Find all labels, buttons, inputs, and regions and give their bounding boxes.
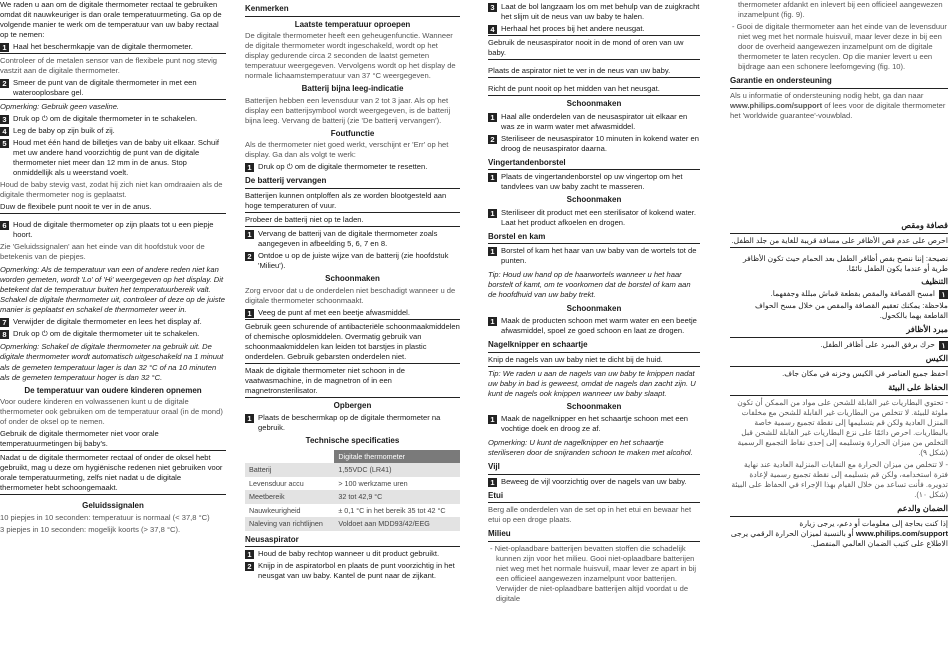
step-7: 7 Verwijder de digitale thermometer en lees het display af. [0, 317, 226, 327]
note-auto-off: Opmerking: Schakel de digitale thermometer na gebruik uit. De digitale thermometer wordt automatisch uitgeschakeld na 1 minuut als de gemeten temperatuur lager is dan 32 °C of na 10 minuten als de gemeten temperatuur hoger is dan 32 °C. [0, 342, 224, 382]
ar-nail-clipper-heading: قصافة ومقص [730, 221, 948, 234]
warning-oral-baby: Gebruik de digitale thermometer niet voor orale temperatuurmetingen bij baby's. [0, 429, 226, 451]
warning-battery-charge: Probeer de batterij niet op te laden. [245, 215, 460, 227]
ar-environment-battery: - تحتوي البطاريات غير القابلة للشحن على مواد من الممكن أن تكون ملوثة للبيئة. لا تتخلص من البطاريات غير القابلة للشحن مع مخلفات المنزل العادية ولكن قم بتسليمها إلى نقطة تجميع رسمية خاصة بالبطاريات. احرص دائمًا على نزع البطاريات غير القابلة للشحن قبل التخلص من ميزان الحرارة وتسليمه إلى إحدى نقاط التجميع الرسمية (شكل ٩). [737, 397, 948, 457]
beep-signals-heading: Geluidssignalen [82, 501, 144, 511]
nail-clipper-heading: Nagelknipper en schaartje [488, 340, 700, 353]
step-4: 4 Leg de baby op zijn buik of zij. [0, 126, 226, 136]
brush-cleaning-heading: Schoonmaken [566, 303, 622, 313]
environment-heading: Milieu [488, 529, 700, 542]
ar-file-heading: مبرد الأظافر [730, 325, 948, 338]
aspirator-step-2: 2 Knijp in de aspiratorbol en plaats de punt voorzichtig in het neusgat van uw baby. Kantel de punt naar de zijkant. [245, 561, 460, 581]
brush-tip: Tip: Houd uw hand op de haarwortels wanneer u het haar borstelt of kamt, om te voorkomen dat de borstel of kam aan de hoofdhuid van uw baby trekt. [488, 270, 691, 300]
column-2 [245, 0, 460, 670]
cleaning-text: Zorg ervoor dat u de onderdelen niet beschadigt wanneer u de digitale thermometer schoonmaakt. [245, 285, 456, 305]
nail-note: Opmerking: U kunt de nagelknipper en het schaartje steriliseren door de snijranden schoon te maken met alcohol. [488, 438, 693, 458]
specifications-heading: Technische specificaties [305, 436, 400, 446]
older-children-heading: De temperatuur van oudere kinderen opnemen [24, 385, 202, 395]
step-1: 1 Haal het beschermkapje van de digitale thermometer. [0, 42, 226, 54]
file-step-1: 1 Beweeg de vijl voorzichtig over de nagels van uw baby. [488, 477, 700, 487]
spec-row: Meetbereik 32 tot 42,9 °C [245, 490, 460, 504]
beep-signal-fever: 3 piepjes in 10 seconden: mogelijk koorts (> 37,8 °C). [0, 524, 181, 534]
warning-hygiene: Nadat u de digitale thermometer rectaal of onder de oksel hebt gebruikt, mag u deze om hygiënische redenen niet gebruiken voor orale temperatuurmeting, zelfs niet nadat u de digitale thermometer hebt schoongemaakt. [0, 453, 226, 495]
arabic-section [730, 221, 948, 549]
toothbrush-step-1: 1 Plaats de vingertandenborstel op uw vingertop om het tandvlees van uw baby zacht te masseren. [488, 172, 700, 192]
brush-clean-step-1: 1 Maak de producten schoon met warm water en een beetje afwasmiddel, spoel ze goed schoon en laat ze drogen. [488, 316, 700, 336]
warning-cleaning-agents: Gebruik geen schurende of antibacteriële schoonmaakmiddelen of chemische oplosmiddelen. Overmatig gebruik van schoonmaakmiddelen kan leiden tot barstjes in plastic onderdelen. Gebruik gebarsten onderdelen niet. [245, 322, 460, 364]
aspirator-step-4: 4 Herhaal het proces bij het andere neusgat. [488, 24, 700, 36]
replace-step-2: 2 Ontdoe u op de juiste wijze van de batterij (zie hoofdstuk 'Milieu'). [245, 251, 460, 271]
aspirator-clean-step-1: 1 Haal alle onderdelen van de neusaspirator uit elkaar en was ze in warm water met afwasmiddel. [488, 112, 700, 132]
file-heading: Vijl [488, 462, 700, 475]
toothbrush-clean-step-1: 1 Steriliseer dit product met een sterilisator of kokend water. Laat het product afkoelen en drogen. [488, 208, 700, 228]
beep-signal-normal: 10 piepjes in 10 seconden: temperatuur is normaal (< 37,8 °C) [0, 512, 210, 522]
aspirator-step-3: 3 Laat de bol langzaam los om met behulp van de zuigkracht het slijm uit de neus van uw baby te halen. [488, 2, 700, 22]
ar-file-step-1: ١ حرك برفق المبرد على أظافر الطفل. [730, 340, 948, 350]
finger-toothbrush-heading: Vingertandenborstel [488, 158, 700, 171]
thermometer-cleaning-heading: Schoonmaken [325, 274, 380, 284]
battery-low-text: Batterijen hebben een levensduur van 2 tot 3 jaar. Als op het display een batterijsymbool wordt weergegeven, is de batterij bijna leeg. Vervang de batterij (zie 'De batterij vervangen'). [245, 95, 451, 125]
warning-center: Richt de punt nooit op het midden van het neusgat. [488, 84, 700, 96]
guarantee-heading: Garantie en ondersteuning [730, 76, 948, 89]
warning-dishwasher: Maak de digitale thermometer niet schoon in de vaatwasmachine, in de magnetron of in een magnetronsterilisator. [245, 366, 460, 398]
ar-cleaning-heading: التنظيف [921, 276, 948, 286]
step-3: 3 Druk op ⏻ om de digitale thermometer in te schakelen. [0, 114, 226, 124]
warning-too-deep: Plaats de aspirator niet te ver in de neus van uw baby. [488, 66, 700, 78]
guarantee-text: Als u informatie of ondersteuning nodig hebt, ga dan naar www.philips.com/support of lees voor de digitale thermometer het 'worldwide guarantee'-vouwblad. [730, 90, 946, 120]
ar-environment-heading: الحفاظ على البيئة [730, 383, 948, 396]
aspirator-step-1: 1 Houd de baby rechtop wanneer u dit product gebruikt. [245, 549, 460, 559]
step-5: 5 Houd met één hand de billetjes van de baby uit elkaar. Schuif met uw andere hand voorzichtig de punt van de digitale thermometer niet meer dan 12 mm in de anus. Stop onmiddellijk als u weerstand voelt. [0, 138, 226, 178]
pouch-text: Berg alle onderdelen van de set op in het etui en bewaar het etui op een droge plaats. [488, 505, 692, 525]
last-temperature-heading: Laatste temperatuur oproepen [294, 19, 411, 29]
warning-battery-fire: Batterijen kunnen ontploffen als ze worden blootgesteld aan hoge temperaturen of vuur. [245, 191, 460, 213]
note-lo-hi: Opmerking: Als de temperatuur van een of andere reden niet kan worden gemeten, wordt 'Lo' of 'Hi' weergegeven op het display. Dit betekent dat de temperatuur buiten het temperatuurbereik valt. Schakel de digitale thermometer uit, controleer of deze op de juiste manier is geplaatst en schakel de thermometer weer in. [0, 265, 225, 315]
ar-guarantee-heading: الضمان والدعم [730, 504, 948, 517]
storage-heading: Opbergen [333, 400, 372, 410]
spec-row: Levensduur accu > 100 werkzame uren [249, 478, 408, 488]
aspirator-clean-step-2: 2 Steriliseer de neusaspirator 10 minuten in kokend water en droog de neusaspirator daarna. [488, 134, 700, 154]
hold-baby-text: Houd de baby stevig vast, zodat hij zich niet kan omdraaien als de digitale thermometer nog is geplaatst. [0, 180, 223, 200]
cleaning-step-1: 1 Veeg de punt af met een beetje afwasmiddel. [245, 308, 460, 320]
specifications-table [245, 450, 460, 531]
ar-environment-disposal: - لا تتخلص من ميزان الحرارة مع النفايات المنزلية العادية عند نهاية فترة استخدامه، ولكن قم بتسليمه إلى نقطة تجميع رسمية لإعادة تدويره. فأنت تساعد من خلال القيام بهذا الإجراء في الحفاظ على البيئة (شكل ١٠). [731, 459, 948, 499]
battery-low-heading: Batterij bijna leeg-indicatie [301, 84, 404, 94]
error-reset-step: 1 Druk op ⏻ om de digitale thermometer te resetten. [245, 162, 460, 172]
column-1 [0, 0, 226, 670]
ar-guarantee-text: إذا كنت بحاجة إلى معلومات أو دعم، يرجى زيارة www.philips.com/support أو بالنسبة لميزان الحرارة الرقمي يرجى الاطلاع على كتيب الضمان العالمي المنفصل. [730, 518, 948, 548]
step-6: 6 Houd de digitale thermometer op zijn plaats tot u een piepje hoort. [0, 220, 226, 240]
warning-nail-skin: Knip de nagels van uw baby niet te dicht bij de huid. [488, 355, 700, 367]
ar-pouch-heading: الكيس [730, 354, 948, 367]
error-function-heading: Foutfunctie [330, 128, 375, 138]
environment-disposal-text: - Gooi de digitale thermometer aan het einde van de levensduur niet weg met het normale huisvuil, maar lever deze in bij een door de overheid aangewezen inzamelpunt om de digitale thermometer te laten recyclen. Op die manier levert u een bijdrage aan een schonere leefomgeving (fig. 10). [732, 22, 947, 72]
brush-comb-heading: Borstel en kam [488, 232, 700, 245]
aspirator-cleaning-heading: Schoonmaken [566, 99, 622, 109]
toothbrush-cleaning-heading: Schoonmaken [566, 195, 622, 205]
step-8: 8 Druk op ⏻ om de digitale thermometer uit te schakelen. [0, 329, 226, 339]
nail-tip: Tip: We raden u aan de nagels van uw baby te knippen nadat uw baby in bad is geweest, omdat de nagels dan zacht zijn. U kunt de nagels ook knippen wanneer uw baby slaapt. [488, 368, 696, 398]
sensor-check-text: Controleer of de metalen sensor van de flexibele punt nog stevig vastzit aan de digitale thermometer. [0, 56, 217, 76]
support-link[interactable]: www.philips.com/support [730, 100, 823, 110]
storage-step-1: 1 Plaats de beschermkap op de digitale thermometer na gebruik. [245, 413, 460, 433]
environment-battery-text: - Niet-oplaadbare batterijen bevatten stoffen die schadelijk kunnen zijn voor het milieu. Gooi niet-oplaadbare batterijen niet weg met het normale huisvuil, maar lever ze apart in bij een officieel aangewezen inzamelpunt voor batterijen. Verwijder de niet-oplaadbare batterijen altijd voordat u de digitale [490, 543, 697, 604]
spec-row: Batterij 1,55VDC (LR41) [245, 463, 460, 477]
beep-reference-text: Zie 'Geluidssignalen' aan het einde van dit hoofdstuk voor de betekenis van de piepjes. [0, 242, 205, 262]
spec-row: Nauwkeurigheid ± 0,1 °C in het bereik 35 tot 42 °C [249, 505, 446, 515]
replace-step-1: 1 Vervang de batterij van de digitale thermometer zoals aangegeven in afbeelding 5, 6, 7 en 8. [245, 229, 460, 249]
ar-pouch-text: احفظ جميع العناصر في الكيس وخزنه في مكان جاف. [782, 368, 948, 378]
ar-nail-warning: احرص على عدم قص الأظافر على مسافة قريبة للغاية من جلد الطفل. [730, 236, 948, 248]
features-heading: Kenmerken [245, 4, 460, 17]
warning-flex-tip: Duw de flexibele punt nooit te ver in de anus. [0, 202, 226, 214]
ar-nail-tip: نصيحة: إننا ننصح بقص أظافر الطفل بعد الحمام حيث تكون الأظافر طرية أو عندما يكون الطفل نائمًا. [742, 253, 948, 273]
older-children-text: Voor oudere kinderen en volwassenen kunt u de digitale thermometer ook gebruiken om de temperatuur oraal (in de mond) of onder de oksel op te nemen. [0, 397, 223, 427]
nail-clean-step-1: 1 Maak de nagelknipper en het schaartje schoon met een vochtige doek en droog ze af. [488, 414, 700, 434]
environment-continued-text: thermometer afdankt en inlevert bij een officieel aangewezen inzamelpunt (fig. 9). [738, 0, 943, 20]
pouch-heading: Etui [488, 491, 700, 504]
step-2: 2 Smeer de punt van de digitale thermometer in met een waterooplosbare gel. [0, 78, 226, 100]
spec-header-row: Digitale thermometer [245, 450, 460, 464]
note-gel: Opmerking: Gebruik geen vaseline. [0, 102, 120, 112]
error-function-text: Als de thermometer niet goed werkt, verschijnt er 'Err' op het display. Ga dan als volgt te werk: [245, 140, 449, 160]
warning-mouth-ears: Gebruik de neusaspirator nooit in de mond of oren van uw baby. [488, 38, 700, 60]
last-temperature-text: De digitale thermometer heeft een geheugenfunctie. Wanneer de digitale thermometer wordt ingeschakeld, wordt op het display gedurende circa 2 seconden de laatst gemeten temperatuur weergegeven. Vervolgens wordt op het display de normale lichaamstemperatuur van 37 °C weergegeven. [245, 31, 456, 81]
ar-cleaning-step-1: ١ امسح القصافة والمقص بقطعة قماش مبللة وجففهما. [730, 289, 948, 299]
nasal-aspirator-heading: Neusaspirator [245, 535, 460, 548]
replace-battery-heading: De batterij vervangen [245, 176, 460, 189]
spec-row: Naleving van richtlijnen Voldoet aan MDD93/42/EEG [245, 517, 460, 531]
column-3 [488, 0, 700, 670]
ar-cleaning-note: ملاحظة: يمكنك تعقيم القصافة والمقص من خلال مسح الحواف القاطعة بهما بالكحول. [755, 301, 948, 321]
brush-step-1: 1 Borstel of kam het haar van uw baby van de wortels tot de punten. [488, 246, 700, 266]
column-4 [730, 0, 948, 670]
ar-support-link[interactable]: www.philips.com/support [855, 528, 948, 538]
nail-cleaning-heading: Schoonmaken [566, 401, 622, 411]
intro-text: We raden u aan om de digitale thermometer rectaal te gebruiken omdat dit nauwkeuriger is dan orale temperatuurmeting. Ga op de volgende manier te werk om de temperatuur van uw baby rectaal op te nemen: [0, 0, 222, 40]
